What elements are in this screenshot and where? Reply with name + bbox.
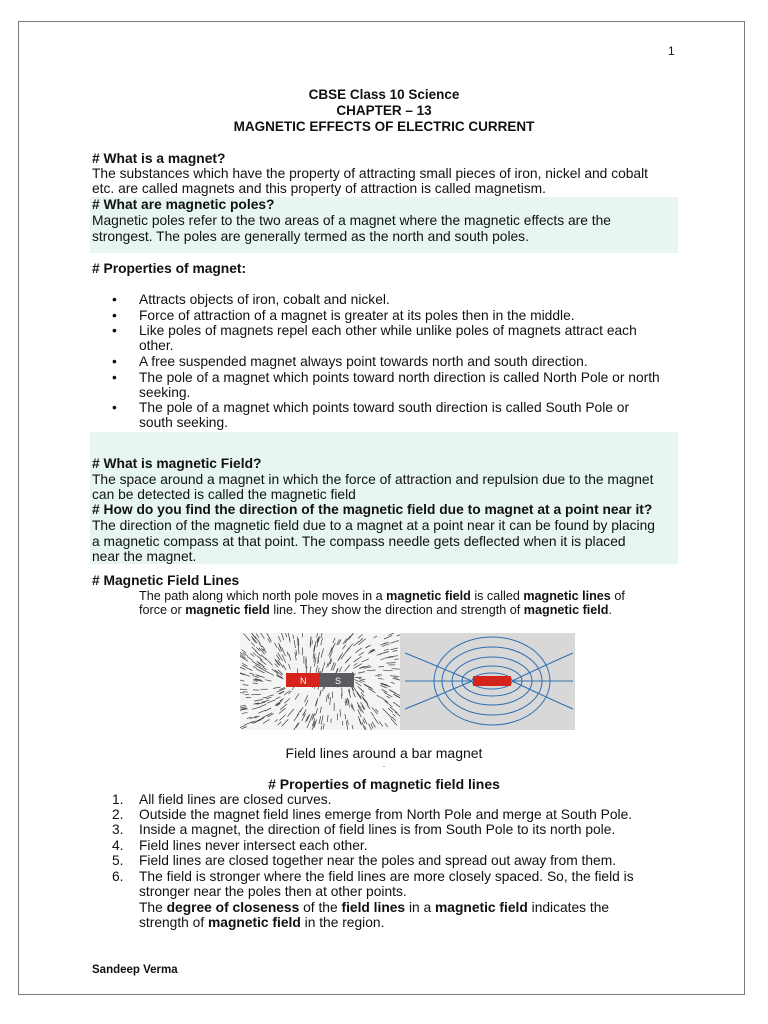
field-lines-text-1: The path along which north pole moves in a magnetic field is called magnetic lines of [139, 589, 625, 603]
field-prop-item: Inside a magnet, the direction of field lines is from South Pole to its north pole. [139, 822, 616, 837]
doc-title-line1: CBSE Class 10 Science [308, 87, 460, 102]
poles-text-1: Magnetic poles refer to the two areas of a magnet where the magnetic effects are the [92, 213, 611, 228]
figure-dot: . [382, 760, 386, 769]
field-heading: # What is magnetic Field? [92, 456, 262, 471]
property-item: The pole of a magnet which points toward south direction is called South Pole or [139, 400, 630, 415]
magnet-text-2: etc. are called magnets and this property of attraction is called magnetism. [92, 181, 546, 196]
bullet: • [112, 323, 117, 338]
filing [386, 663, 395, 664]
field-text-2: can be detected is called the magnetic field [92, 487, 356, 502]
direction-text-2: a magnetic compass at that point. The compass needle gets deflected when it is placed [92, 534, 626, 549]
field-prop-item: The field is stronger where the field lines are more closely spaced. So, the field is [139, 869, 634, 884]
field-lines-heading: # Magnetic Field Lines [92, 573, 240, 588]
magnet-s-label: S [335, 676, 342, 686]
filing [312, 640, 313, 644]
bullet: • [112, 400, 117, 415]
field-prop-item: Field lines are closed together near the poles and spread out away from them. [139, 853, 617, 868]
direction-text-1: The direction of the magnetic field due to a magnet at a point near it can be found by placing [92, 518, 655, 533]
list-number: 1. [112, 792, 124, 807]
page-number: 1 [668, 44, 675, 58]
filing [342, 721, 343, 726]
property-item: A free suspended magnet always point towards north and south direction. [139, 354, 588, 369]
magnet-text-1: The substances which have the property of attracting small pieces of iron, nickel and cobalt [92, 166, 649, 181]
filing [355, 677, 362, 678]
magnet-heading: # What is a magnet? [92, 151, 226, 166]
filing [378, 675, 382, 676]
doc-title-line3: MAGNETIC EFFECTS OF ELECTRIC CURRENT [233, 119, 535, 134]
closeness-text-1: The degree of closeness of the field lines in a magnetic field indicates the [139, 900, 610, 915]
property-item: Attracts objects of iron, cobalt and nickel. [139, 292, 390, 307]
list-number: 3. [112, 822, 124, 837]
property-item: The pole of a magnet which points toward north direction is called North Pole or north [139, 370, 660, 385]
bar-magnet-figure [240, 633, 575, 730]
direction-heading: # How do you find the direction of the magnetic field due to magnet at a point near it? [92, 502, 653, 517]
property-item-cont: other. [139, 338, 174, 353]
field-text-1: The space around a magnet in which the force of attraction and repulsion due to the magnet [92, 472, 654, 487]
field-prop-item-cont: stronger near the poles then at other points. [139, 884, 407, 899]
author-footer: Sandeep Verma [92, 964, 178, 976]
field-lines-text-2: force or magnetic field line. They show the direction and strength of magnetic field. [139, 603, 612, 617]
closeness-text-2: strength of magnetic field in the region. [139, 915, 385, 930]
direction-text-3: near the magnet. [92, 549, 197, 564]
filing [383, 670, 393, 671]
property-item-cont: south seeking. [139, 415, 228, 430]
list-number: 2. [112, 807, 124, 822]
property-item: Like poles of magnets repel each other while unlike poles of magnets attract each [139, 323, 637, 338]
doc-title-line2: CHAPTER – 13 [336, 103, 432, 118]
filing [306, 659, 307, 668]
property-item-cont: seeking. [139, 385, 191, 400]
bullet: • [112, 308, 117, 323]
poles-heading: # What are magnetic poles? [92, 197, 275, 212]
field-prop-item: Field lines never intersect each other. [139, 838, 368, 853]
property-item: Force of attraction of a magnet is greater at its poles then in the middle. [139, 308, 575, 323]
list-number: 5. [112, 853, 124, 868]
properties-heading: # Properties of magnet: [92, 261, 247, 276]
list-number: 6. [112, 869, 124, 884]
figure-caption: Field lines around a bar magnet [285, 745, 483, 761]
poles-text-2: strongest. The poles are generally termed as the north and south poles. [92, 229, 529, 244]
field-prop-item: Outside the magnet field lines emerge from North Pole and merge at South Pole. [139, 807, 633, 822]
bullet: • [112, 354, 117, 369]
bullet: • [112, 370, 117, 385]
list-number: 4. [112, 838, 124, 853]
field-props-heading: # Properties of magnetic field lines [268, 776, 500, 792]
magnet-n-label: N [300, 676, 307, 686]
field-diagram-magnet [473, 676, 511, 686]
bullet: • [112, 292, 117, 307]
field-prop-item: All field lines are closed curves. [139, 792, 332, 807]
